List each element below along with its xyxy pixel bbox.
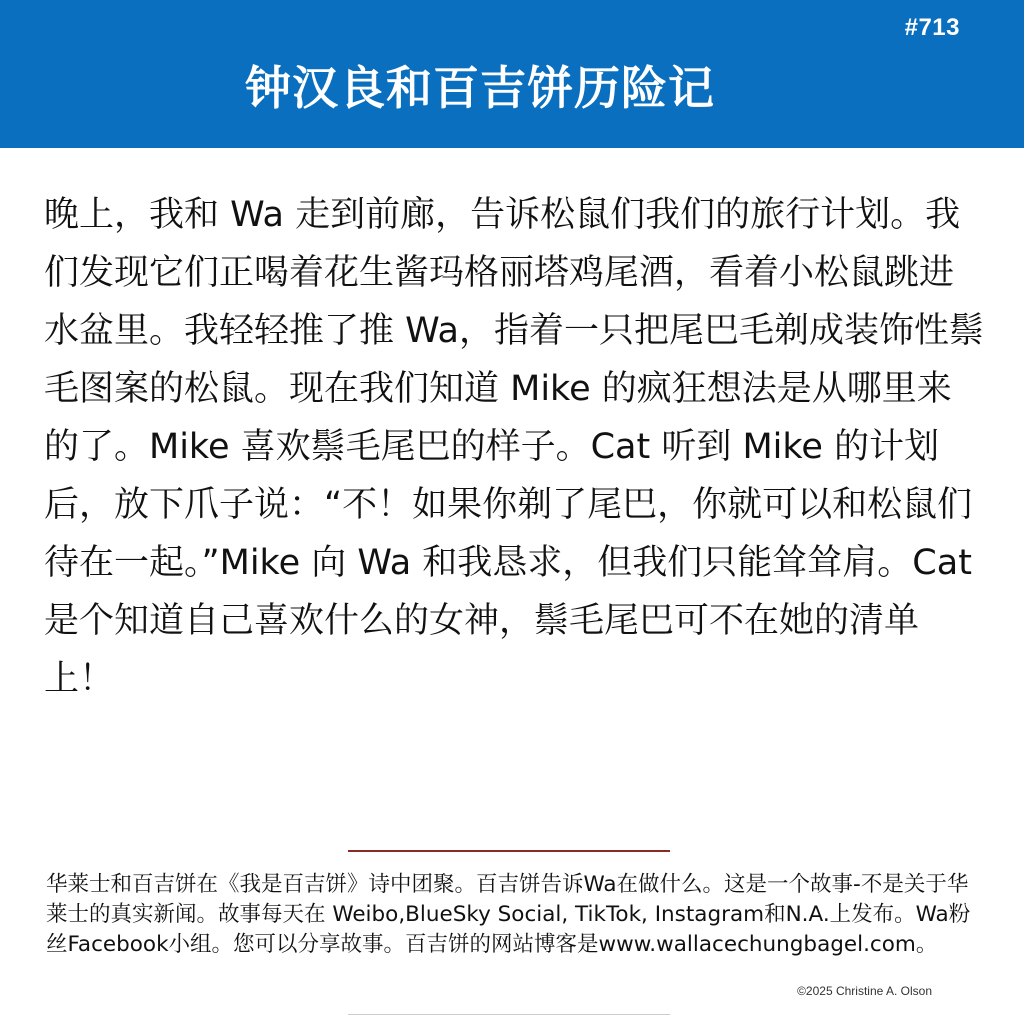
section-divider (348, 850, 670, 852)
story-text: 晚上，我和 Wa 走到前廊，告诉松鼠们我们的旅行计划。我们发现它们正喝着花生酱玛格丽塔鸡尾酒，看着小松鼠跳进水盆里。我轻轻推了推 Wa，指着一只把尾巴毛剃成装饰性鬃毛图案的松鼠。现在我们知道 Mike 的疯狂想法是从哪里来的了。Mike 喜欢鬃毛尾巴的样子。Cat 听到 Mike 的计划后，放下爪子说：“不！如果你剃了尾巴，你就可以和松鼠们待在一起。”Mike 向 Wa 和我恳求，但我们只能耸耸肩。Cat 是个知道自己喜欢什么的女神，鬃毛尾巴可不在她的清单上！ (44, 195, 984, 699)
episode-number: #713 (904, 14, 960, 41)
footer-note: 华莱士和百吉饼在《我是百吉饼》诗中团聚。百吉饼告诉Wa在做什么。这是一个故事-不是关于华莱士的真实新闻。故事每天在 Weibo,BlueSky Social, TikTok, Instagram和N.A.上发布。Wa粉丝Facebook小组。您可以分享故事。百吉饼的网站博客是www.wallacechungbagel.com。 (46, 872, 971, 957)
bottom-divider (348, 1014, 670, 1015)
page-title: 钟汉良和百吉饼历险记 (245, 61, 715, 115)
header-banner (0, 0, 1024, 148)
copyright-notice: ©2025 Christine A. Olson (797, 984, 932, 998)
